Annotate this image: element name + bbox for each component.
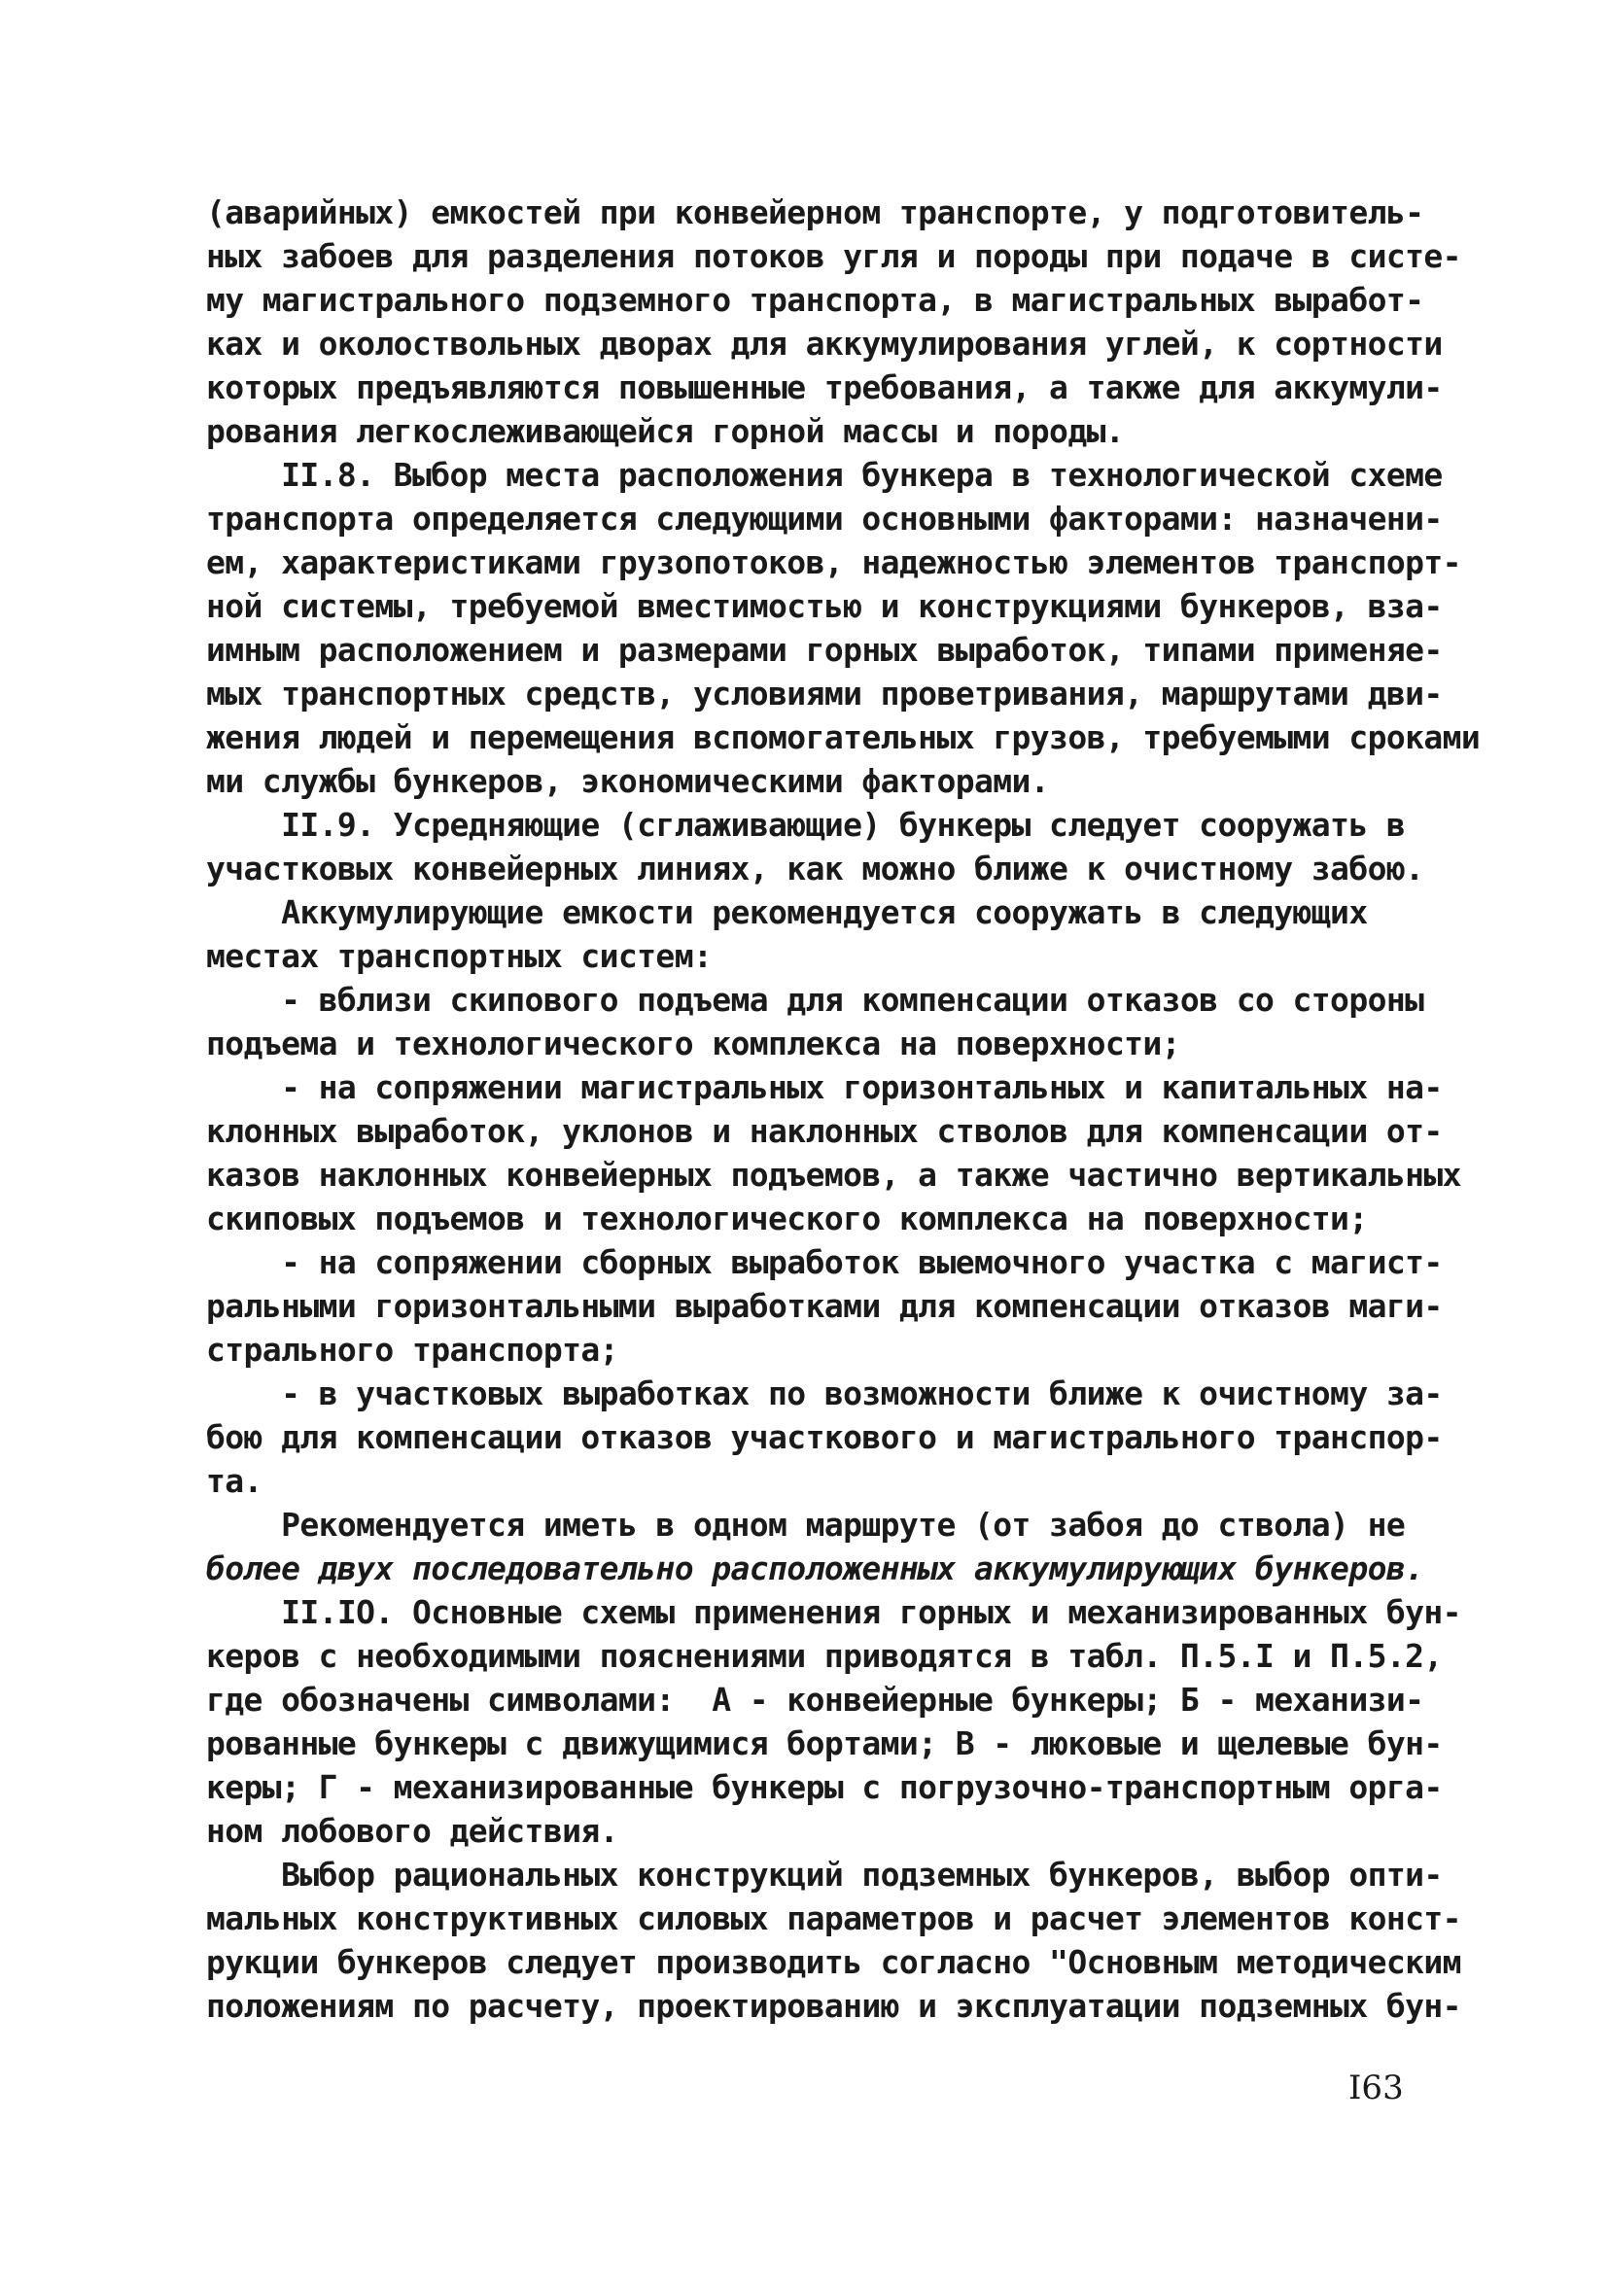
text-line: II.8. Выбор места расположения бункера в технологической схеме [206,456,1443,494]
text-line: Аккумулирующие емкости рекомендуется сооружать в следующих [206,893,1368,931]
text-line: имным расположением и размерами горных выработок, типами применяе- [206,631,1443,669]
text-line: II.9. Усредняющие (сглаживающие) бункеры следует сооружать в [206,806,1406,844]
text-line: II.IO. Основные схемы применения горных и механизированных бун- [206,1593,1461,1631]
text-line: ми службы бункеров, экономическими факторами. [206,762,1050,800]
text-line: рукции бункеров следует производить согласно "Основным методическим [206,1943,1461,1981]
text-line: бою для компенсации отказов участкового и магистрального транспор- [206,1418,1443,1456]
text-line: (аварийных) емкостей при конвейерном транспорте, у подготовитель- [206,193,1424,231]
body-text [206,191,1481,2028]
text-line: ем, характеристиками грузопотоков, надежностью элементов транспорт- [206,543,1461,581]
text-line: казов наклонных конвейерных подъемов, а также частично вертикальных [206,1156,1461,1194]
text-line: Выбор рациональных конструкций подземных бункеров, выбор опти- [206,1856,1443,1894]
text-line: положениям по расчету, проектированию и эксплуатации подземных бун- [206,1987,1461,2025]
text-line: та. [206,1462,262,1500]
text-line: местах транспортных систем: [206,937,713,975]
text-line: керов с необходимыми пояснениями приводятся в табл. П.5.I и П.5.2, [206,1637,1443,1675]
text-line: более двух последовательно расположенных аккумулирующих бункеров. [206,1549,1424,1587]
page-number: I63 [1348,2069,1404,2107]
text-line: ной системы, требуемой вместимостью и конструкциями бункеров, вза- [206,587,1443,625]
text-line: мых транспортных средств, условиями проветривания, маршрутами дви- [206,675,1443,713]
text-line: скиповых подъемов и технологического комплекса на поверхности; [206,1200,1368,1237]
text-line: стрального транспорта; [206,1331,618,1369]
text-line: ном лобового действия. [206,1812,618,1850]
text-line: му магистрального подземного транспорта, в магистральных выработ- [206,281,1424,319]
text-line: рования легкослеживающейся горной массы и породы. [206,412,1125,450]
text-line: рованные бункеры с движущимися бортами; В - люковые и щелевые бун- [206,1724,1443,1762]
text-line: ках и околоствольных дворах для аккумулирования углей, к сортности [206,325,1443,363]
text-line: - вблизи скипового подъема для компенсации отказов со стороны [206,981,1424,1019]
text-line: которых предъявляются повышенные требования, а также для аккумули- [206,368,1443,406]
text-line: керы; Г - механизированные бункеры с погрузочно-транспортным орга- [206,1768,1443,1806]
text-line: - в участковых выработках по возможности ближе к очистному за- [206,1374,1443,1412]
text-line: где обозначены символами: А - конвейерные бункеры; Б - механизи- [206,1681,1424,1719]
text-line: участковых конвейерных линиях, как можно ближе к очистному забою. [206,850,1424,887]
text-line: ральными горизонтальными выработками для компенсации отказов маги- [206,1287,1443,1325]
text-line: жения людей и перемещения вспомогательных грузов, требуемыми сроками [206,718,1481,756]
text-line: - на сопряжении сборных выработок выемочного участка с магист- [206,1243,1443,1281]
text-line: - на сопряжении магистральных горизонтальных и капитальных на- [206,1068,1443,1106]
text-line: транспорта определяется следующими основными факторами: назначени- [206,500,1443,538]
text-line: Рекомендуется иметь в одном маршруте (от забоя до ствола) не [206,1506,1406,1544]
text-line: клонных выработок, уклонов и наклонных стволов для компенсации от- [206,1112,1443,1150]
text-line: подъема и технологического комплекса на поверхности; [206,1025,1180,1062]
text-line: мальных конструктивных силовых параметров и расчет элементов конст- [206,1899,1461,1937]
text-line: ных забоев для разделения потоков угля и породы при подаче в систе- [206,237,1461,275]
